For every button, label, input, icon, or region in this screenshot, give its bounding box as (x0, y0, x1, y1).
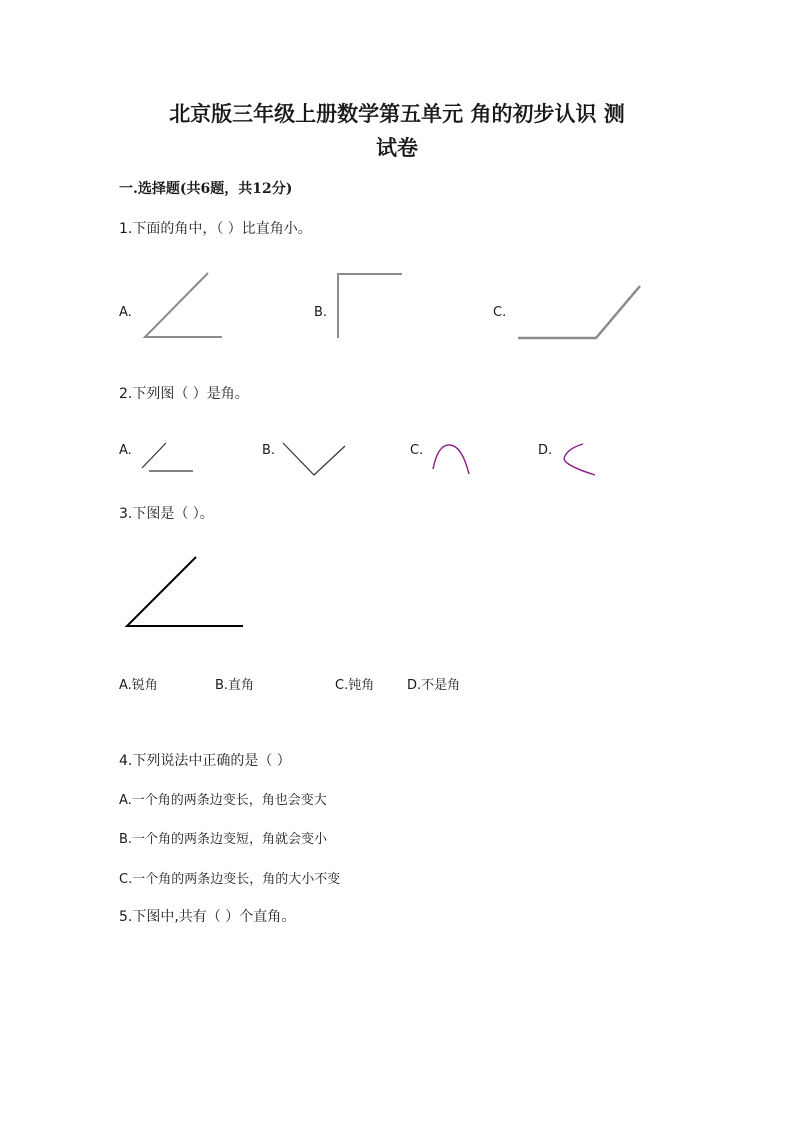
q1-option-a-acute-angle-figure (140, 270, 230, 342)
q2-option-d-curved-bracket-figure (558, 440, 604, 480)
q4-option-b[interactable]: B.一个角的两条边变短，角就会变小 (119, 832, 328, 847)
q1-option-b-right-angle-figure (333, 270, 405, 342)
q3-option-b[interactable]: B.直角 (215, 678, 255, 693)
q1-option-a-label[interactable]: A. (119, 305, 132, 320)
q2-option-b-angle-figure (280, 440, 350, 480)
q2-option-c-curved-arch-figure (428, 440, 478, 478)
q3-option-c[interactable]: C.钝角 (335, 678, 375, 693)
q1-option-c-label[interactable]: C. (493, 305, 507, 320)
question-2-text: 2.下列图（ ）是角。 (119, 386, 249, 402)
q1-option-b-label[interactable]: B. (314, 305, 328, 320)
q3-option-d[interactable]: D.不是角 (407, 678, 461, 693)
q2-option-b-label[interactable]: B. (262, 443, 276, 458)
q1-option-c-obtuse-angle-figure (512, 282, 647, 344)
q2-option-a-label[interactable]: A. (119, 443, 132, 458)
question-1-text: 1.下面的角中，（ ）比直角小。 (119, 221, 312, 237)
q4-option-a[interactable]: A.一个角的两条边变长，角也会变大 (119, 793, 327, 808)
q3-acute-angle-figure (120, 552, 250, 634)
question-5-text: 5.下图中,共有（ ）个直角。 (119, 909, 296, 925)
question-4-text: 4.下列说法中正确的是（ ） (119, 753, 291, 769)
q2-option-c-label[interactable]: C. (410, 443, 424, 458)
question-3-text: 3.下图是（ ）。 (119, 506, 214, 522)
q2-option-a-disconnected-lines-figure (138, 440, 198, 476)
page-title-line2: 试卷 (376, 135, 418, 160)
section-heading: 一.选择题(共6题，共12分) (119, 181, 293, 197)
q3-option-a[interactable]: A.锐角 (119, 678, 158, 693)
page-title-line1: 北京版三年级上册数学第五单元 角的初步认识 测 (169, 101, 625, 126)
q4-option-c[interactable]: C.一个角的两条边变长，角的大小不变 (119, 872, 341, 887)
q2-option-d-label[interactable]: D. (538, 443, 553, 458)
